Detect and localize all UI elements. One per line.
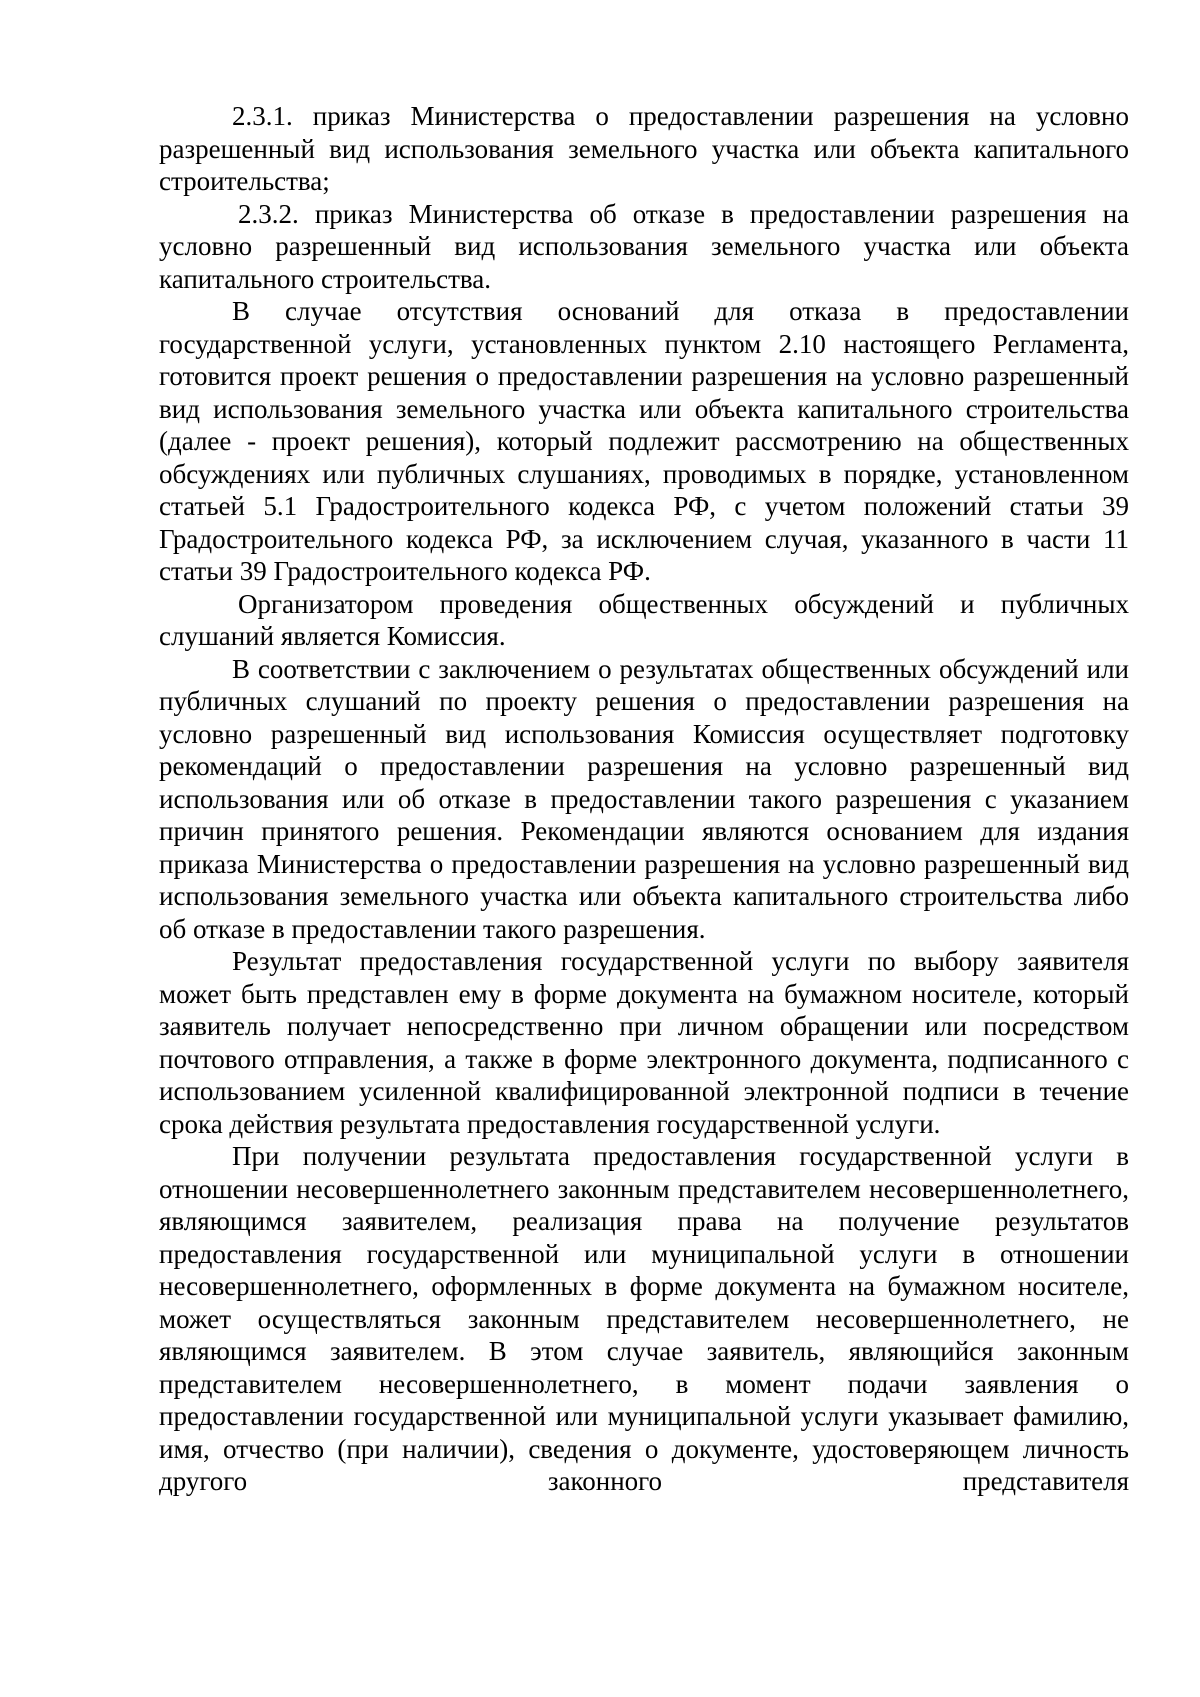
document-body [159, 100, 1129, 1498]
paragraph-result-delivery: Результат предоставления государственной услуги по выбору заявителя может быть представлен ему в форме документа на бумажном носителе, который заявитель получает непосредственно при личном обращении или посредством почтового отправления, а также в форме электронного документа, подписанного с использованием усиленной квалифицированной электронной подписи в течение срока действия результата предоставления государственной услуги. [159, 946, 1129, 1139]
paragraph-2-3-1: 2.3.1. приказ Министерства о предоставлении разрешения на условно разрешенный вид использования земельного участка или объекта капитального строительства; [159, 101, 1129, 196]
paragraph-minor-representative: При получении результата предоставления государственной услуги в отношении несовершеннолетнего законным представителем несовершеннолетнего, являющимся заявителем, реализация права на получение результатов предоставления государственной или муниципальной услуги в отношении несовершеннолетнего, оформленных в форме документа на бумажном носителе, может осуществляться законным представителем несовершеннолетнего, не являющимся заявителем. В этом случае заявитель, являющийся законным представителем несовершеннолетнего, в момент подачи заявления о предоставлении государственной или муниципальной услуги указывает фамилию, имя, отчество (при наличии), сведения о документе, удостоверяющем личность другого законного представителя [159, 1141, 1129, 1496]
paragraph-draft-decision: В случае отсутствия оснований для отказа в предоставлении государственной услуги, установленных пунктом 2.10 настоящего Регламента, готовится проект решения о предоставлении разрешения на условно разрешенный вид использования земельного участка или объекта капитального строительства (далее - проект решения), который подлежит рассмотрению на общественных обсуждениях или публичных слушаниях, проводимых в порядке, установленном статьей 5.1 Градостроительного кодекса РФ, с учетом положений статьи 39 Градостроительного кодекса РФ, за исключением случая, указанного в части 11 статьи 39 Градостроительного кодекса РФ. [159, 296, 1129, 586]
paragraph-recommendations: В соответствии с заключением о результатах общественных обсуждений или публичных слушаний по проекту решения о предоставлении разрешения на условно разрешенный вид использования Комиссия осуществляет подготовку рекомендаций о предоставлении разрешения на условно разрешенный вид использования или об отказе в предоставлении такого разрешения с указанием причин принятого решения. Рекомендации являются основанием для издания приказа Министерства о предоставлении разрешения на условно разрешенный вид использования земельного участка или объекта капитального строительства либо об отказе в предоставлении такого разрешения. [159, 653, 1129, 944]
paragraph-2-3-2: 2.3.2. приказ Министерства об отказе в предоставлении разрешения на условно разрешенный вид использования земельного участка или объекта капитального строительства. [159, 198, 1129, 294]
paragraph-organizer: Организатором проведения общественных обсуждений и публичных слушаний является Комиссия. [159, 588, 1129, 651]
